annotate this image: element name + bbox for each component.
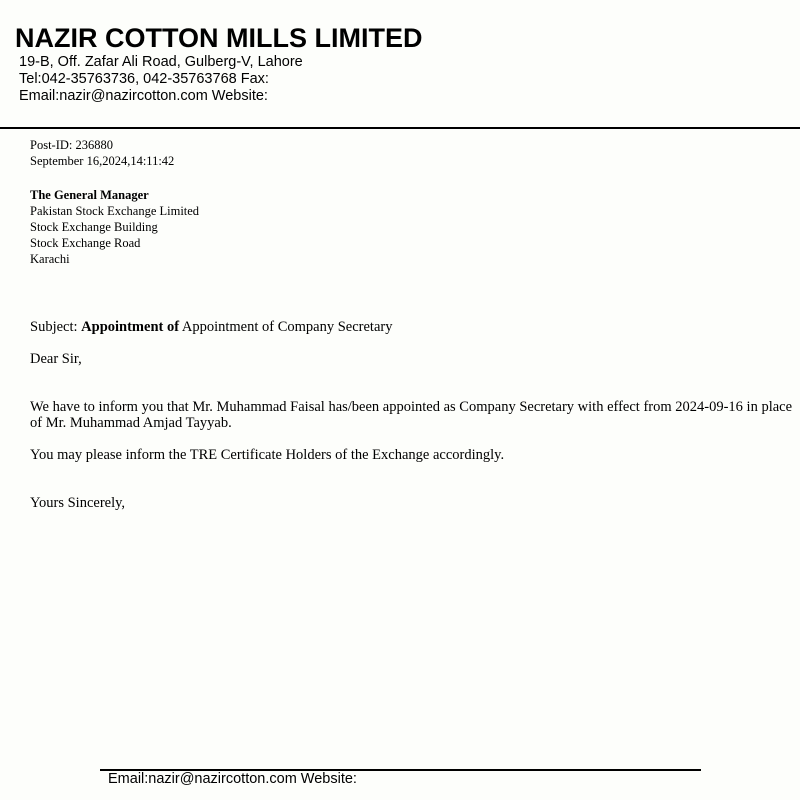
recipient-road: Stock Exchange Road	[30, 236, 141, 250]
recipient-city: Karachi	[30, 252, 70, 266]
company-phone-fax: Tel:042-35763736, 042-35763768 Fax:	[19, 71, 269, 87]
subject-text: Appointment of Company Secretary	[179, 319, 393, 335]
company-address: 19-B, Off. Zafar Ali Road, Gulberg-V, Lahore	[19, 54, 303, 70]
body-paragraph: You may please inform the TRE Certificate Holders of the Exchange accordingly.	[30, 447, 505, 463]
footer-email-website: Email:nazir@nazircotton.com Website:	[108, 771, 357, 787]
post-id: Post-ID: 236880	[30, 138, 113, 152]
salutation: Dear Sir,	[30, 351, 82, 367]
recipient-organization: Pakistan Stock Exchange Limited	[30, 204, 200, 218]
subject-line	[30, 319, 392, 335]
post-meta	[30, 137, 174, 169]
company-email-website: Email:nazir@nazircotton.com Website:	[19, 88, 268, 104]
company-name: NAZIR COTTON MILLS LIMITED	[15, 23, 423, 53]
closing: Yours Sincerely,	[30, 495, 126, 511]
subject-bold: Appointment of	[81, 319, 180, 335]
header-divider	[0, 127, 800, 129]
subject-label: Subject:	[30, 319, 82, 335]
body-paragraph: We have to inform you that Mr. Muhammad Faisal has/been appointed as Company Secretary with effect from 2024-09-16 in place of Mr. Muhammad Amjad Tayyab.	[30, 399, 793, 431]
post-timestamp: September 16,2024,14:11:42	[30, 154, 175, 168]
recipient-building: Stock Exchange Building	[30, 220, 158, 234]
recipient-title: The General Manager	[30, 188, 149, 202]
recipient-address	[30, 187, 199, 267]
